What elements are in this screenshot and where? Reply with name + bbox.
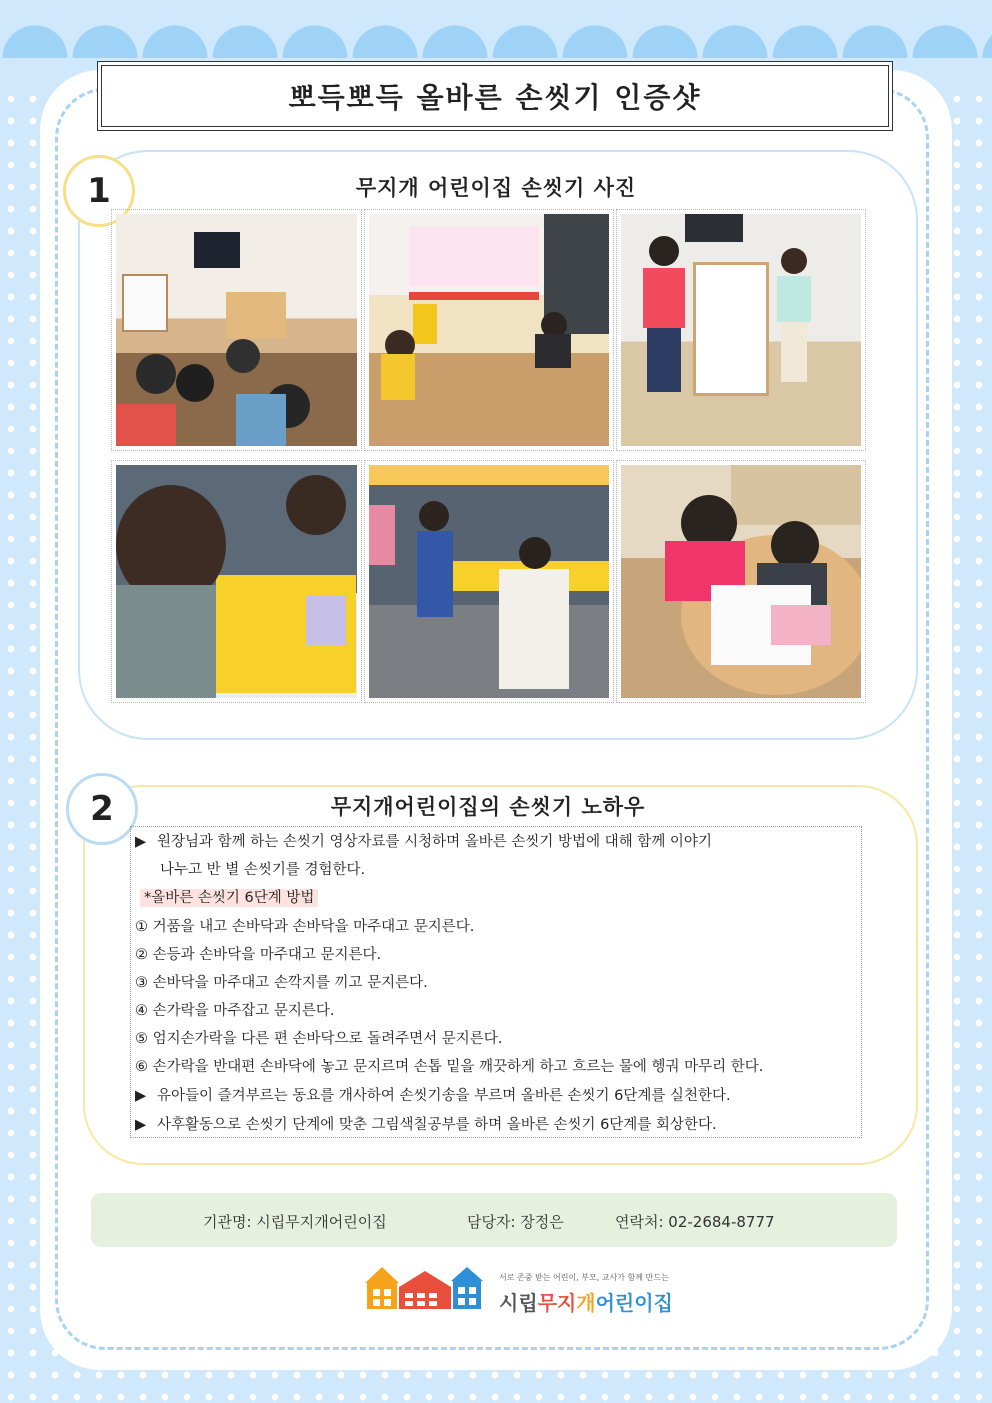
intro-line-1: ▶ 원장님과 함께 하는 손씻기 영상자료를 시청하며 올바른 손씻기 방법에 대해 함께 이야기 xyxy=(135,834,712,850)
section2-title: 무지개어린이집의 손씻기 노하우 xyxy=(330,795,646,819)
bullet-song: ▶ 유아들이 즐겨부르는 동요를 개사하여 손씻기송을 부르며 올바른 손씻기 6단계를 실천한다. xyxy=(135,1088,731,1104)
page-title: 뽀득뽀득 올바른 손씻기 인증샷 xyxy=(288,81,702,114)
step-4: ④ 손가락을 마주잡고 문지른다. xyxy=(135,1003,335,1019)
step-3: ③ 손바닥을 마주대고 손깍지를 끼고 문지른다. xyxy=(135,975,428,991)
houses-logo-icon xyxy=(365,1265,495,1311)
photo-children-at-sink xyxy=(364,460,614,703)
intro-line-2: 나누고 반 별 손씻기를 경험한다. xyxy=(160,862,366,878)
section2-number: 2 xyxy=(66,773,138,845)
institution-name: 기관명: 시립무지개어린이집 xyxy=(203,1213,387,1231)
contact-person: 담당자: 장정은 xyxy=(467,1213,564,1231)
photo-child-watching-screen xyxy=(364,209,614,451)
section1-title: 무지개 어린이집 손씻기 사진 xyxy=(355,176,637,200)
bullet-coloring: ▶ 사후활동으로 손씻기 단계에 맞춘 그림색칠공부를 하며 올바른 손씻기 6단계를 회상한다. xyxy=(135,1117,717,1133)
logo-name: 시립무지개어린이집 xyxy=(499,1291,673,1315)
step-5: ⑤ 엄지손가락을 다른 편 손바닥으로 돌려주면서 문지른다. xyxy=(135,1031,503,1047)
photo-watching-video xyxy=(111,209,362,451)
photo-children-coloring xyxy=(616,460,866,703)
logo xyxy=(365,1265,673,1315)
phone-number: 연락처: 02-2684-8777 xyxy=(615,1213,775,1231)
photo-children-presenting xyxy=(616,209,866,451)
method-heading: *올바른 손씻기 6단계 방법 xyxy=(140,886,318,907)
section1-number: 1 xyxy=(63,155,135,227)
step-1: ① 거품을 내고 손바닥과 손바닥을 마주대고 문지른다. xyxy=(135,919,475,935)
footer-info xyxy=(91,1193,897,1247)
title-box xyxy=(97,61,893,131)
step-2: ② 손등과 손바닥을 마주대고 문지른다. xyxy=(135,947,382,963)
logo-tagline: 서로 존중 받는 어린이, 부모, 교사가 함께 만드는 xyxy=(499,1273,669,1282)
photo-child-washing-hands xyxy=(111,460,362,703)
step-6: ⑥ 손가락을 반대편 손바닥에 놓고 문지르며 손톱 밑을 깨끗하게 하고 흐르는 물에 헹궈 마무리 한다. xyxy=(135,1059,764,1075)
